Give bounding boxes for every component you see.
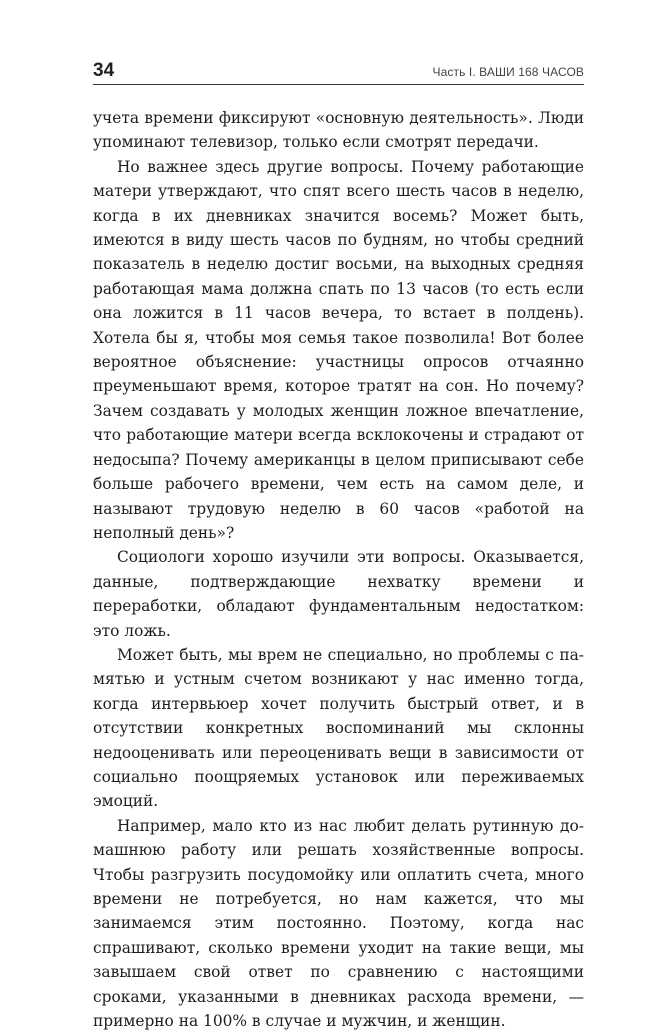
running-head: Часть I. ВАШИ 168 ЧАСОВ bbox=[432, 65, 584, 79]
paragraph-continued: учета времени фиксируют «основную деятельность». Люди упоминают телевизор, только если смотрят передачи. bbox=[93, 109, 584, 152]
page-header bbox=[93, 62, 584, 85]
body-text bbox=[93, 106, 584, 1033]
paragraph: Социологи хорошо изучили эти вопросы. Оказывается, данные, подтверждающие нехватку времени и переработки, обладают фундаментальным недостатком: это ложь. bbox=[93, 548, 584, 640]
paragraph: Например, мало кто из нас любит делать рутинную домашнюю работу или решать хозяйственные вопросы. Чтобы разгрузить посудомойку или оплатить счета, много времени не потребуется, но нам кажется, что мы занимаемся этим постоянно. Поэтому, когда нас спрашивают, сколько времени уходит на такие вещи, мы завышаем свой ответ по сравнению с настоящими сроками, указанными в дневниках расхода времени, — примерно на 100% в случае и мужчин, и женщин. bbox=[93, 816, 584, 1031]
paragraph: Может быть, мы врем не специально, но проблемы с памятью и устным счетом возникают у нас именно тогда, когда интервьюер хочет получить быстрый ответ, и в отсутствии конкретных воспоминаний мы склонны недооценивать или переоценивать вещи в зависимости от социально поощряемых установок или переживаемых эмоций. bbox=[93, 645, 584, 811]
paragraph: Но важнее здесь другие вопросы. Почему работающие матери утверждают, что спят всего шесть часов в неделю, когда в их дневниках значится восемь? Может быть, имеются в виду шесть часов по будням, но чтобы средний показатель в неделю достиг восьми, на выходных средняя работающая мама должна спать по 13 часов (то есть если она ложится в 11 часов вечера, то встает в полдень). Хотела бы я, чтобы моя семья такое позволила! Вот более вероятное объяснение: участницы опросов отчаянно преуменьшают время, которое тратят на сон. Но почему? Зачем создавать у молодых женщин ложное впечатление, что работающие матери всегда всклокочены и страдают от недосыпа? Почему американцы в целом приписывают себе больше рабочего времени, чем есть на самом деле, и называют трудовую неделю в 60 часов «работой на неполный день»? bbox=[93, 157, 584, 542]
page-number: 34 bbox=[93, 60, 115, 81]
